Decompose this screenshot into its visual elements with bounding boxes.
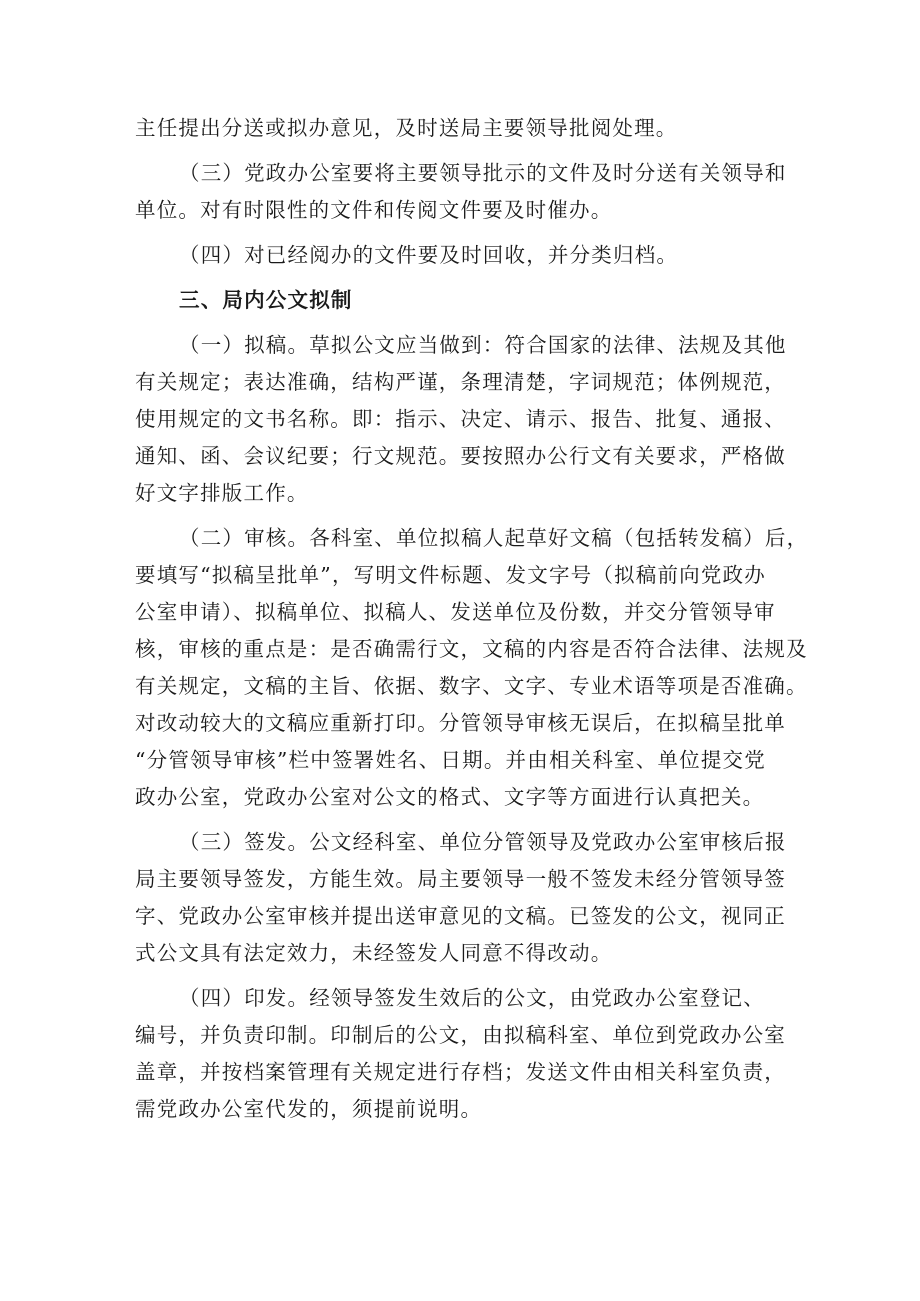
paragraph-2-3 — [135, 155, 795, 229]
text-line: （一）拟稿。草拟公文应当做到：符合国家的法律、法规及其他 — [179, 333, 787, 357]
text-line: 公室申请）、拟稿单位、拟稿人、发送单位及份数，并交分管领导审 — [135, 600, 776, 624]
text-line: 有关规定，文稿的主旨、依据、数字、文字、专业术语等项是否准确。 — [135, 674, 808, 698]
text-line: 核，审核的重点是：是否确需行文，文稿的内容是否符合法律、法规及 — [135, 637, 808, 661]
text-line: （三）党政办公室要将主要领导批示的文件及时分送有关领导和 — [179, 161, 787, 185]
text-line: 对改动较大的文稿应重新打印。分管领导审核无误后，在拟稿呈批单 — [135, 711, 786, 735]
text-line: （四）印发。经领导签发生效后的公文，由党政办公室登记、 — [179, 986, 765, 1010]
text-line: 使用规定的文书名称。即：指示、决定、请示、报告、批复、通报、 — [135, 407, 786, 431]
text-line: 字、党政办公室审核并提出送审意见的文稿。已签发的公文，视同正 — [135, 904, 786, 928]
text-line: 要填写“拟稿呈批单”，写明文件标题、发文字号（拟稿前向党政办 — [135, 563, 766, 587]
paragraph-3-1 — [135, 327, 795, 512]
text-line: （二）审核。各科室、单位拟稿人起草好文稿（包括转发稿）后， — [179, 526, 809, 550]
text-line: 单位。对有时限性的文件和传阅文件要及时催办。 — [135, 198, 613, 222]
paragraph-3-2 — [135, 520, 809, 816]
paragraph-intro — [135, 110, 795, 147]
text-line: 需党政办公室代发的，须提前说明。 — [135, 1097, 483, 1121]
document-body — [135, 110, 809, 1128]
text-line: （四）对已经阅办的文件要及时回收，并分类归档。 — [179, 243, 679, 267]
paragraph-3-4 — [135, 980, 795, 1128]
text-line: 通知、函、会议纪要；行文规范。要按照办公行文有关要求，严格做 — [135, 444, 786, 468]
paragraph-2-4 — [135, 237, 795, 274]
paragraph-3-3 — [135, 824, 795, 972]
section-heading: 三、局内公文拟制 — [179, 288, 353, 312]
text-line: （三）签发。公文经科室、单位分管领导及党政办公室审核后报 — [179, 830, 787, 854]
text-line: 主任提出分送或拟办意见，及时送局主要领导批阅处理。 — [135, 116, 678, 140]
text-line: 局主要领导签发，方能生效。局主要领导一般不签发未经分管领导签 — [135, 867, 786, 891]
text-line: 式公文具有法定效力，未经签发人同意不得改动。 — [135, 941, 613, 965]
text-line: 政办公室，党政办公室对公文的格式、文字等方面进行认真把关。 — [135, 785, 765, 809]
text-line: “分管领导审核”栏中签署姓名、日期。并由相关科室、单位提交党 — [135, 748, 766, 772]
section-3-heading-wrap — [135, 282, 795, 319]
text-line: 好文字排版工作。 — [135, 481, 309, 505]
text-line: 盖章，并按档案管理有关规定进行存档；发送文件由相关科室负责， — [135, 1060, 786, 1084]
text-line: 有关规定；表达准确，结构严谨，条理清楚，字词规范；体例规范， — [135, 370, 786, 394]
text-line: 编号，并负责印制。印制后的公文，由拟稿科室、单位到党政办公室 — [135, 1023, 786, 1047]
